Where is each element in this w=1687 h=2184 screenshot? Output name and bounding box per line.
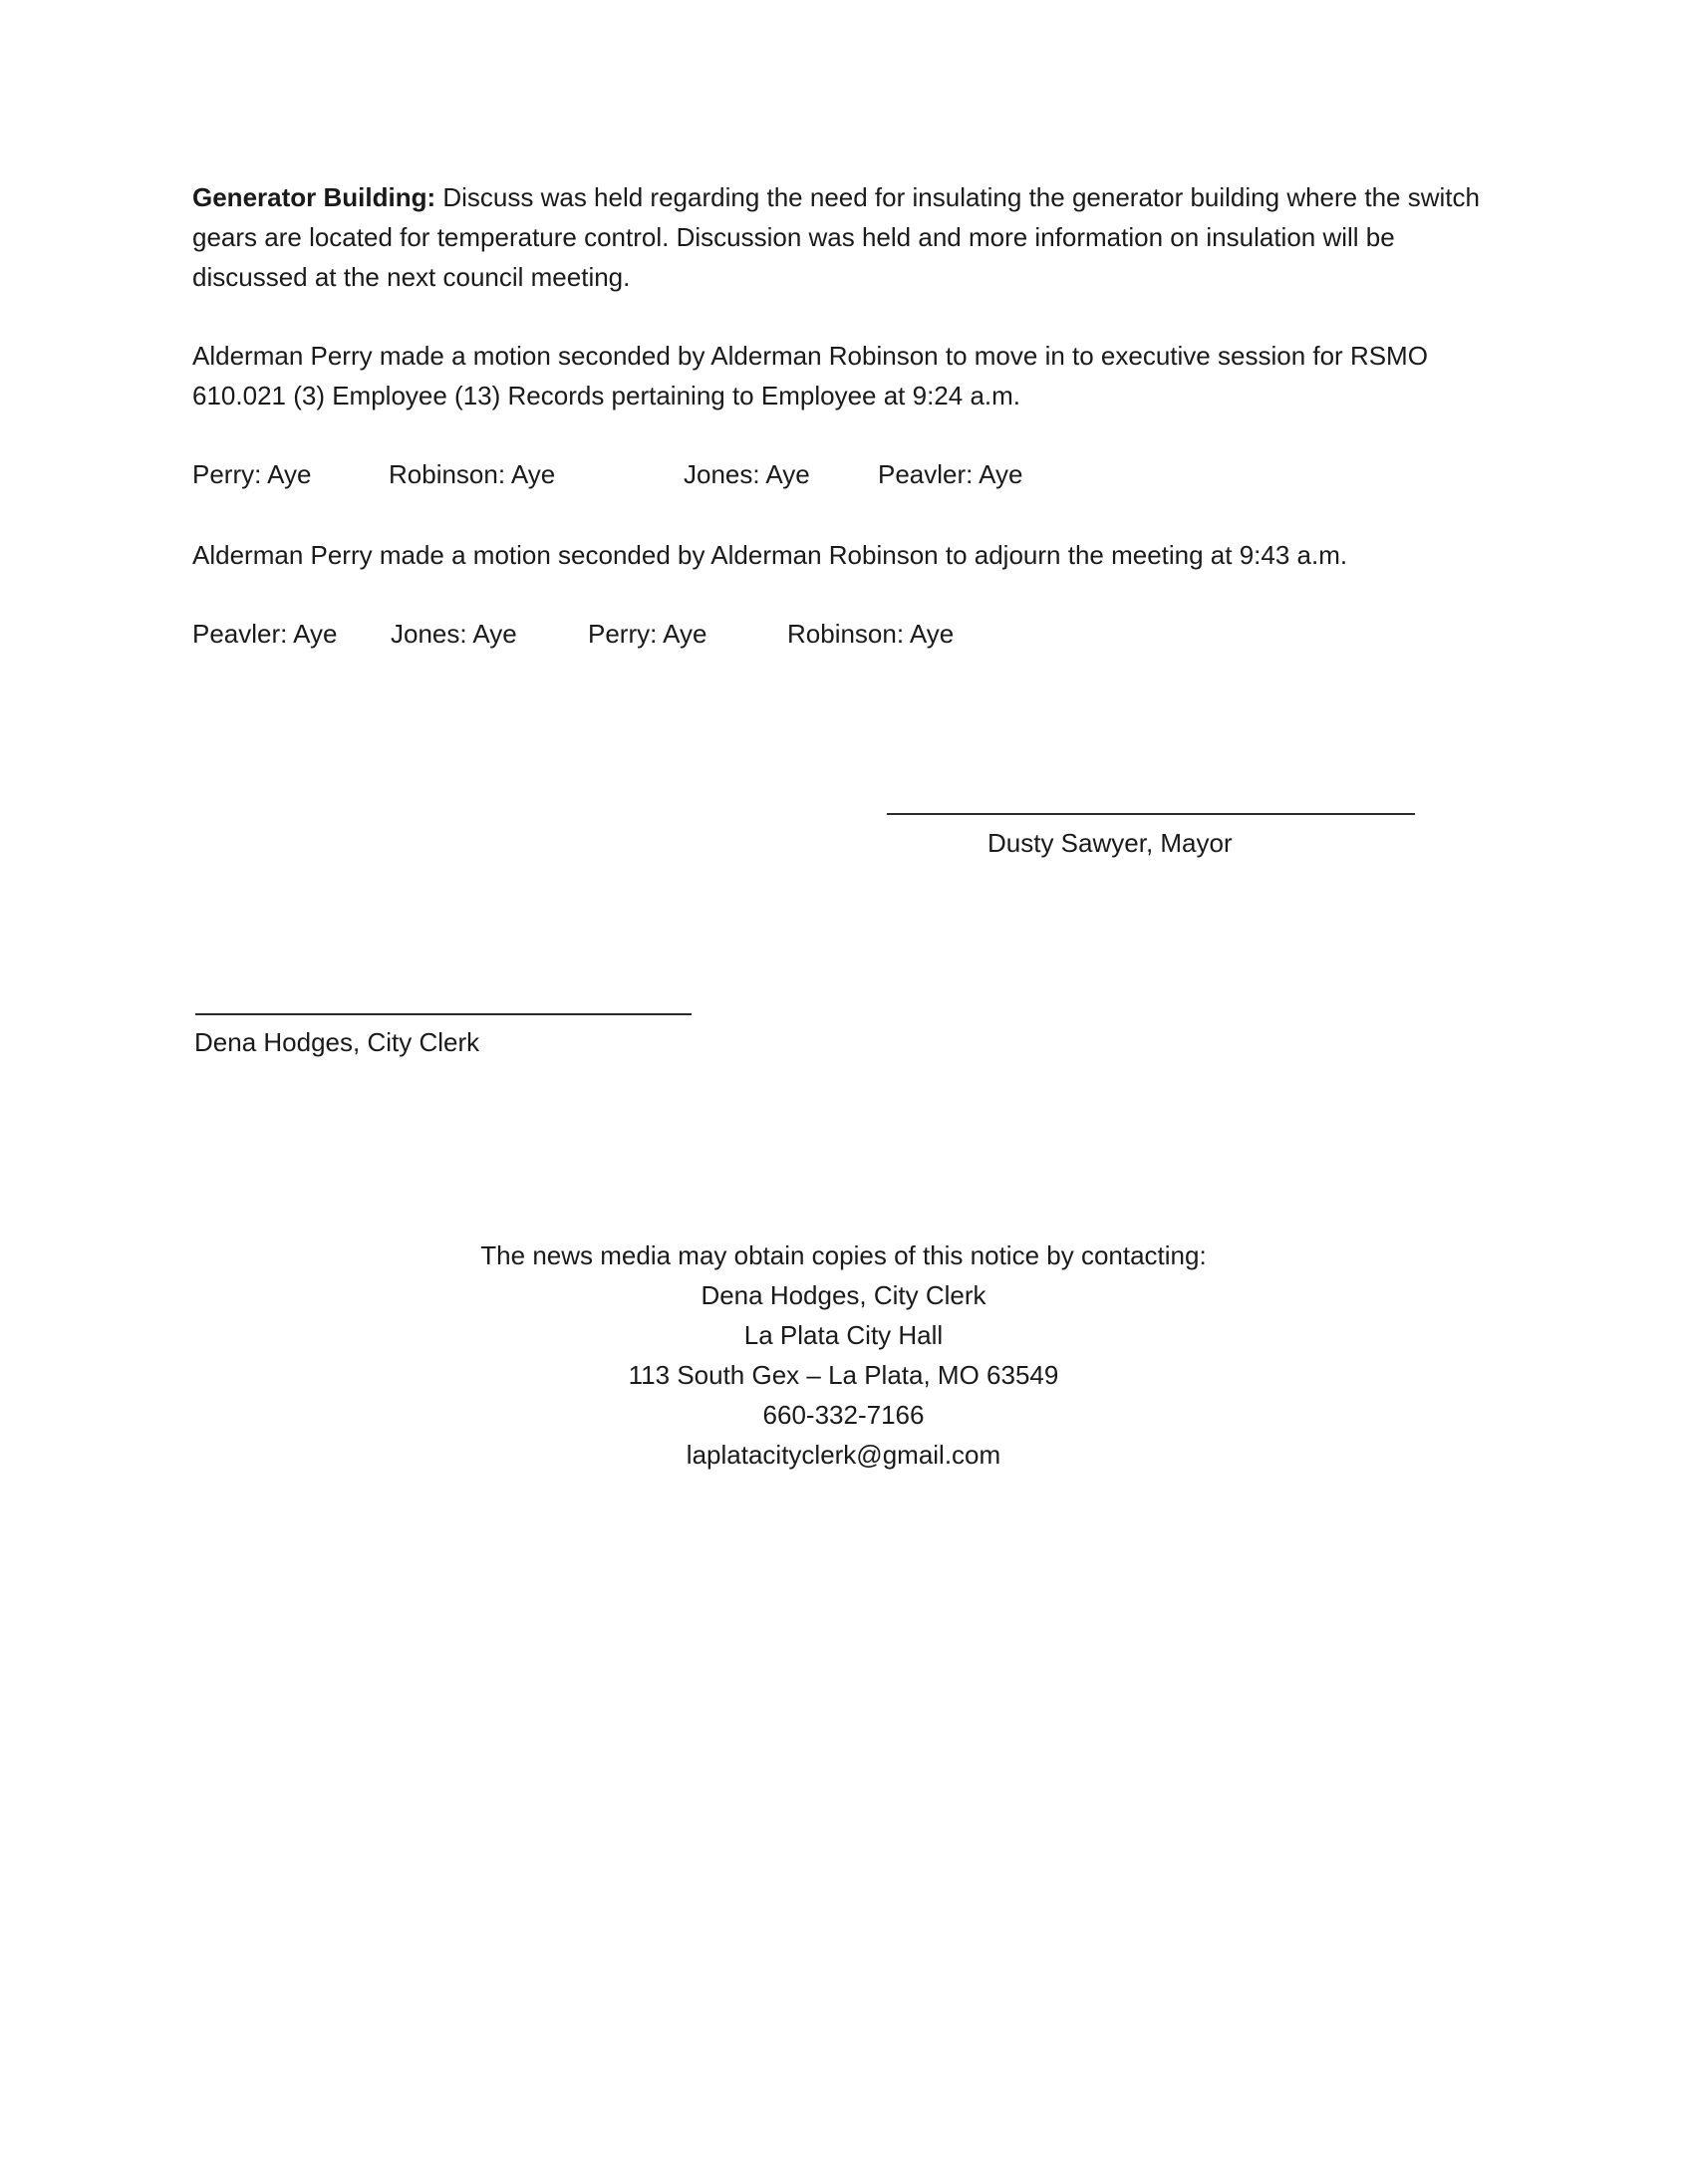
vote-robinson: Robinson: Aye (389, 459, 556, 489)
vote-peavler: Peavler: Aye (878, 459, 1023, 489)
vote-jones: Jones: Aye (391, 619, 517, 649)
contact-office: La Plata City Hall (743, 1320, 944, 1350)
generator-building-text: Discuss was held regarding the need for insulating the generator building where the switch gears are located for temperature control. Discussion was held and more information on insulation will be discussed at the next council meeting. (192, 182, 1480, 292)
clerk-name: Dena Hodges, City Clerk (194, 1027, 480, 1057)
clerk-signature-line (195, 1013, 692, 1015)
vote-peavler: Peavler: Aye (192, 619, 338, 649)
vote-robinson: Robinson: Aye (787, 619, 955, 649)
mayor-signature-line (887, 813, 1415, 815)
contact-email: laplatacityclerk@gmail.com (686, 1440, 1001, 1470)
vote-jones: Jones: Aye (684, 459, 810, 489)
contact-phone: 660-332-7166 (762, 1400, 925, 1430)
executive-session-votes (192, 454, 1388, 494)
contact-name: Dena Hodges, City Clerk (701, 1280, 986, 1310)
adjourn-motion: Alderman Perry made a motion seconded by Alderman Robinson to adjourn the meeting at 9:43 a.m. (192, 540, 1348, 570)
media-contact-block (0, 1235, 1687, 1475)
adjourn-votes (192, 614, 1388, 654)
mayor-name: Dusty Sawyer, Mayor (987, 828, 1233, 858)
vote-perry: Perry: Aye (192, 459, 312, 489)
generator-building-paragraph (192, 177, 1508, 297)
contact-intro: The news media may obtain copies of this notice by contacting: (480, 1240, 1207, 1270)
vote-perry: Perry: Aye (588, 619, 707, 649)
executive-session-motion: Alderman Perry made a motion seconded by Alderman Robinson to move in to executive session for RSMO 610.021 (3) Employee (13) Records pertaining to Employee at 9:24 a.m. (192, 341, 1428, 410)
generator-building-label: Generator Building: (192, 182, 436, 212)
contact-address: 113 South Gex – La Plata, MO 63549 (628, 1360, 1059, 1390)
